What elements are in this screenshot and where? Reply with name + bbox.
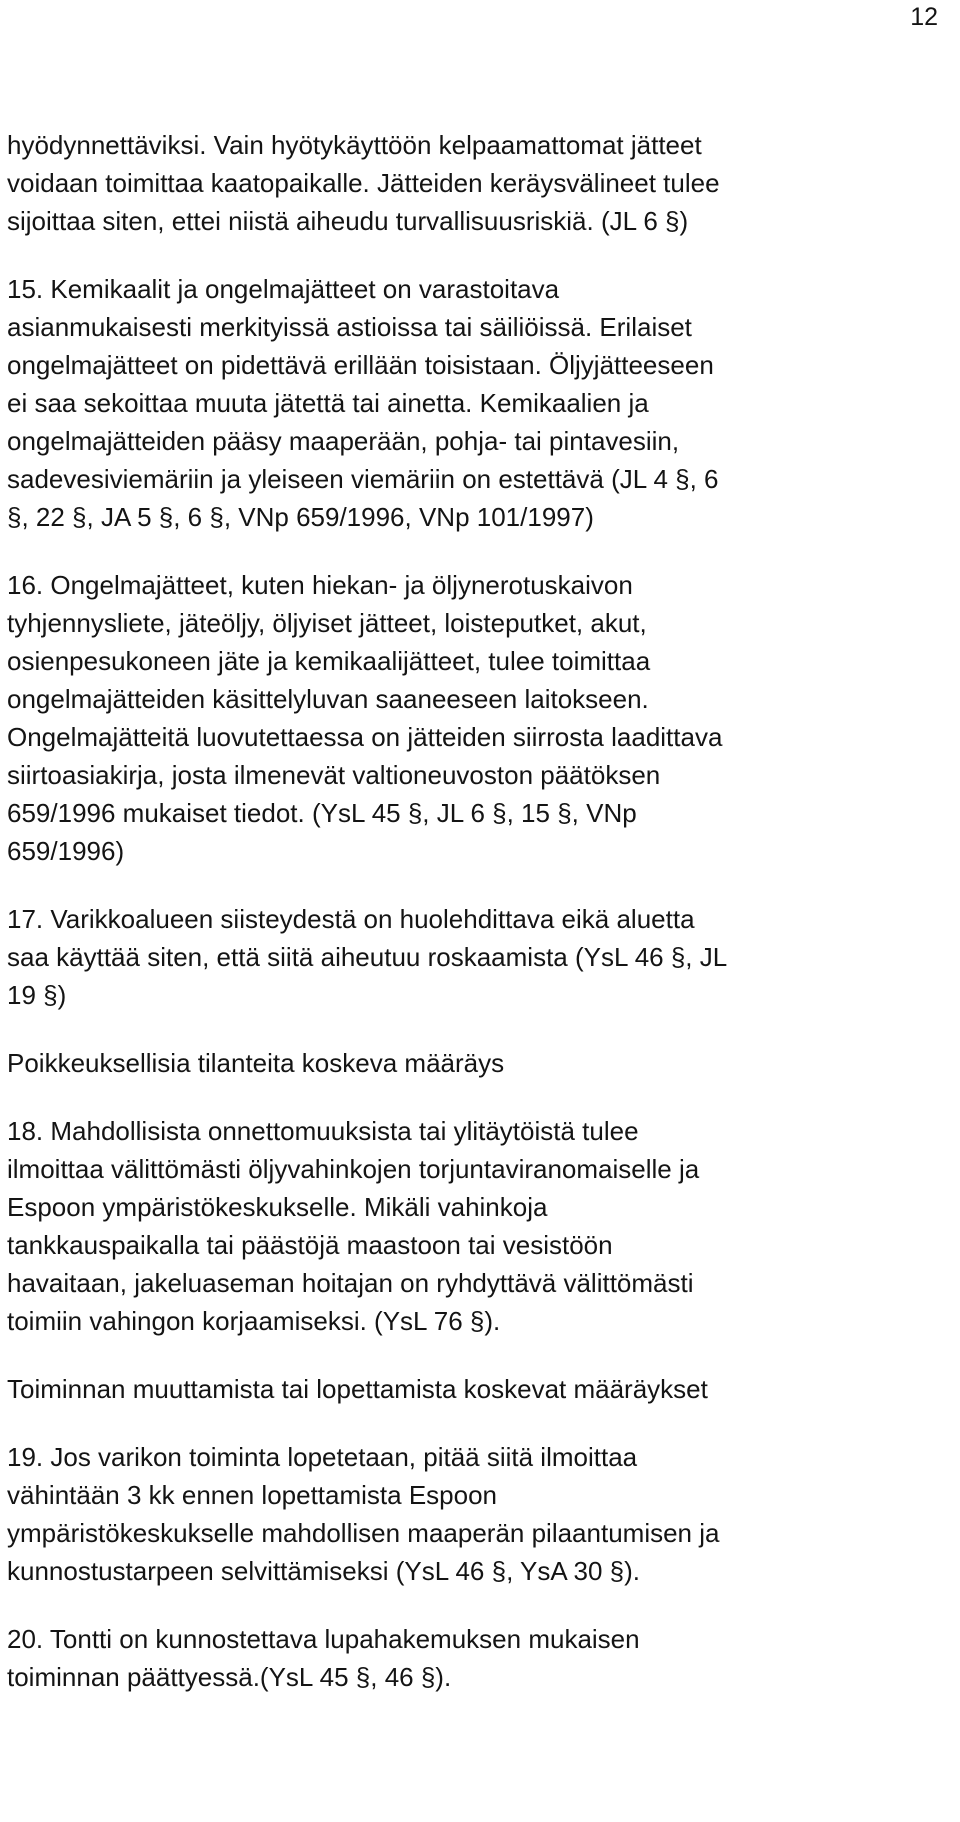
text-line: toimiin vahingon korjaamiseksi. (YsL 76 §). <box>7 1306 501 1336</box>
paragraph-gap <box>7 240 947 270</box>
text-line: 659/1996 mukaiset tiedot. (YsL 45 §, JL 6 §, 15 §, VNp <box>7 798 637 828</box>
text-line: 19 §) <box>7 980 67 1010</box>
paragraph-16-hazardous-waste <box>7 566 947 870</box>
text-line: ei saa sekoittaa muuta jätettä tai ainetta. Kemikaalien ja <box>7 388 649 418</box>
section-heading: Toiminnan muuttamista tai lopettamista koskevat määräykset <box>7 1374 708 1404</box>
text-line: sadevesiviemäriin ja yleiseen viemäriin on estettävä (JL 4 §, 6 <box>7 464 719 494</box>
text-line: havaitaan, jakeluaseman hoitajan on ryhdyttävä välittömästi <box>7 1268 694 1298</box>
text-line: saa käyttää siten, että siitä aiheutuu roskaamista (YsL 46 §, JL <box>7 942 728 972</box>
paragraph-gap <box>7 1408 947 1438</box>
document-body <box>7 126 947 1696</box>
text-line: hyödynnettäviksi. Vain hyötykäyttöön kelpaamattomat jätteet <box>7 130 702 160</box>
section-heading-change-or-termination <box>7 1370 947 1408</box>
text-line: tyhjennysliete, jäteöljy, öljyiset jätteet, loisteputket, akut, <box>7 608 647 638</box>
paragraph-15-chemicals <box>7 270 947 536</box>
text-line: Espoon ympäristökeskukselle. Mikäli vahinkoja <box>7 1192 548 1222</box>
section-heading-exceptional-situations <box>7 1044 947 1082</box>
text-line: 20. Tontti on kunnostettava lupahakemuksen mukaisen <box>7 1624 640 1654</box>
text-line: siirtoasiakirja, josta ilmenevät valtioneuvoston päätöksen <box>7 760 661 790</box>
text-line: 15. Kemikaalit ja ongelmajätteet on varastoitava <box>7 274 560 304</box>
text-line: sijoittaa siten, ettei niistä aiheudu turvallisuusriskiä. (JL 6 §) <box>7 206 689 236</box>
paragraph-17-cleanliness <box>7 900 947 1014</box>
paragraph-gap <box>7 536 947 566</box>
text-line: asianmukaisesti merkityissä astioissa tai säiliöissä. Erilaiset <box>7 312 692 342</box>
text-line: 16. Ongelmajätteet, kuten hiekan- ja öljynerotuskaivon <box>7 570 633 600</box>
text-line: Ongelmajätteitä luovutettaessa on jätteiden siirrosta laadittava <box>7 722 723 752</box>
text-line: §, 22 §, JA 5 §, 6 §, VNp 659/1996, VNp 101/1997) <box>7 502 594 532</box>
text-line: 19. Jos varikon toiminta lopetetaan, pitää siitä ilmoittaa <box>7 1442 638 1472</box>
text-line: 659/1996) <box>7 836 125 866</box>
paragraph-20-site-restoration <box>7 1620 947 1696</box>
text-line: ongelmajätteiden pääsy maaperään, pohja- tai pintavesiin, <box>7 426 680 456</box>
text-line: ongelmajätteet on pidettävä erillään toisistaan. Öljyjätteeseen <box>7 350 714 380</box>
text-line: toiminnan päättyessä.(YsL 45 §, 46 §). <box>7 1662 452 1692</box>
text-line: 17. Varikkoalueen siisteydestä on huolehdittava eikä aluetta <box>7 904 695 934</box>
paragraph-gap <box>7 1082 947 1112</box>
text-line: ongelmajätteiden käsittelyluvan saaneeseen laitokseen. <box>7 684 649 714</box>
text-line: kunnostustarpeen selvittämiseksi (YsL 46 §, YsA 30 §). <box>7 1556 641 1586</box>
paragraph-gap <box>7 1014 947 1044</box>
paragraph-gap <box>7 870 947 900</box>
text-line: voidaan toimittaa kaatopaikalle. Jätteiden keräysvälineet tulee <box>7 168 720 198</box>
text-line: tankkauspaikalla tai päästöjä maastoon tai vesistöön <box>7 1230 613 1260</box>
text-line: 18. Mahdollisista onnettomuuksista tai ylitäytöistä tulee <box>7 1116 639 1146</box>
text-line: vähintään 3 kk ennen lopettamista Espoon <box>7 1480 498 1510</box>
paragraph-19-termination-notice <box>7 1438 947 1590</box>
section-heading: Poikkeuksellisia tilanteita koskeva määräys <box>7 1048 505 1078</box>
text-line: osienpesukoneen jäte ja kemikaalijätteet, tulee toimittaa <box>7 646 651 676</box>
paragraph-18-accidents <box>7 1112 947 1340</box>
text-line: ympäristökeskukselle mahdollisen maaperän pilaantumisen ja <box>7 1518 720 1548</box>
text-line: ilmoittaa välittömästi öljyvahinkojen torjuntaviranomaiselle ja <box>7 1154 700 1184</box>
page-number: 12 <box>910 3 938 31</box>
paragraph-gap <box>7 1340 947 1370</box>
paragraph-gap <box>7 1590 947 1620</box>
paragraph-waste-utilization <box>7 126 947 240</box>
